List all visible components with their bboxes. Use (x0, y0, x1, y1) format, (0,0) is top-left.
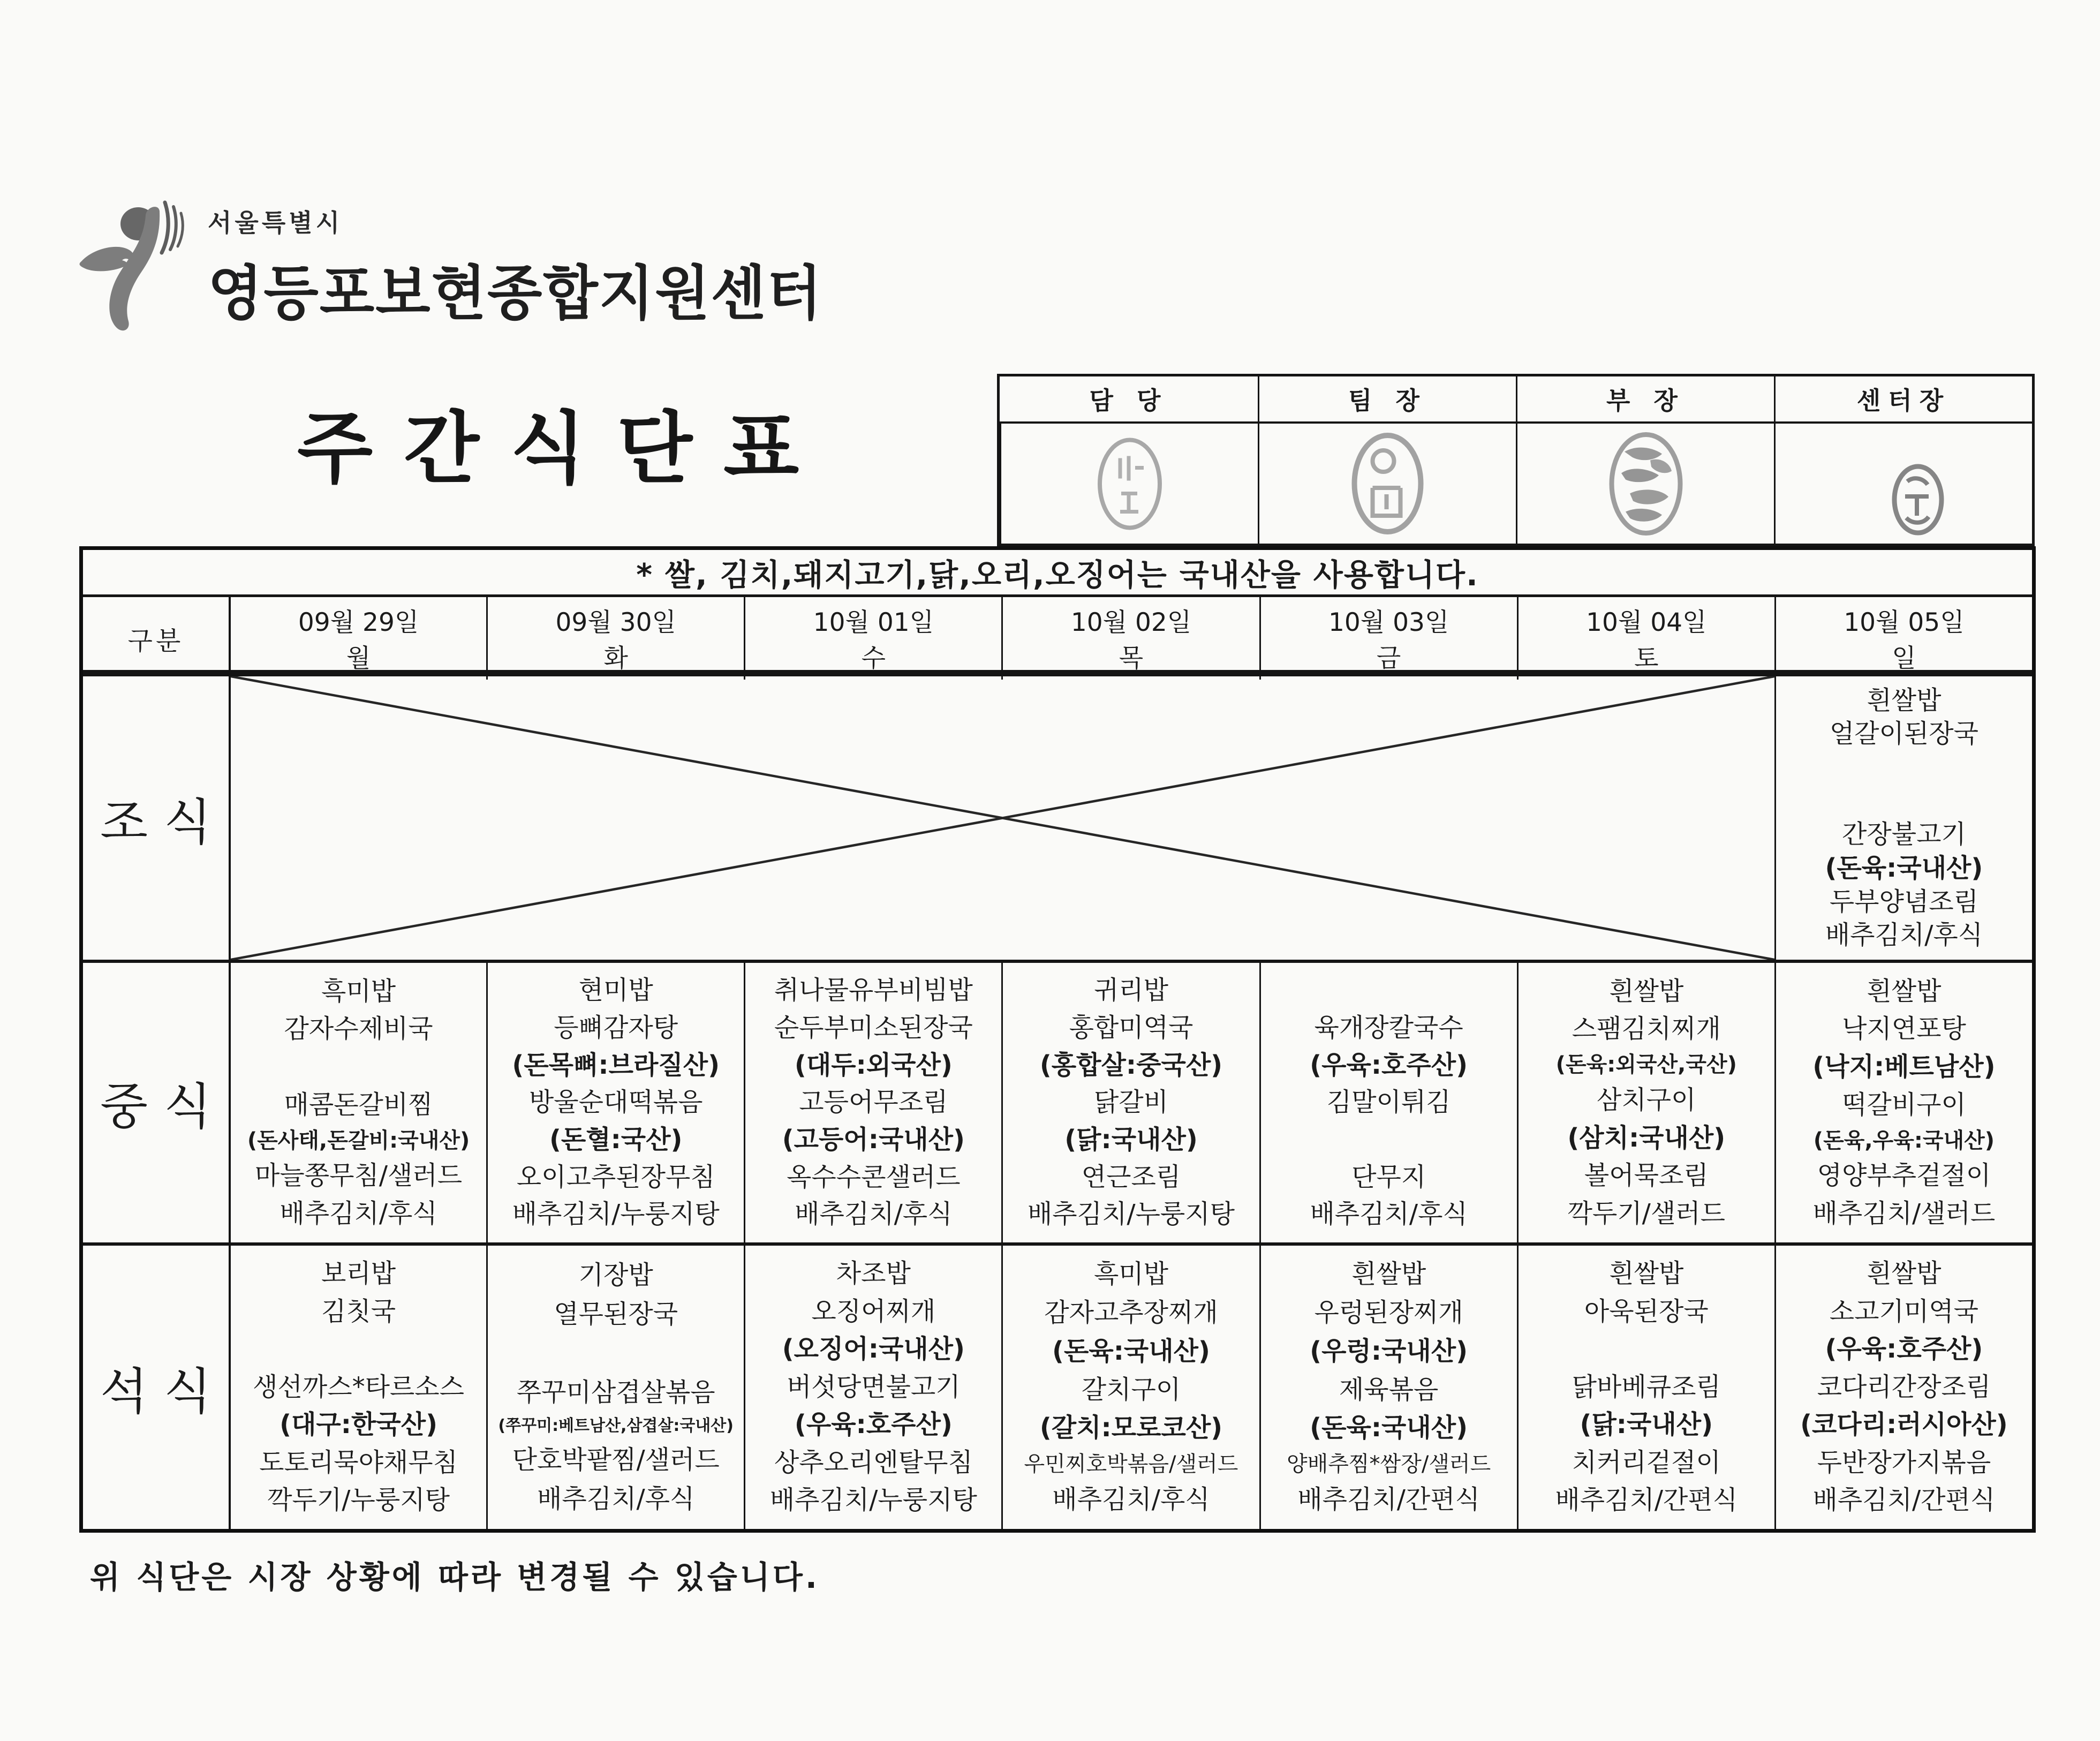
menu-cell (1774, 963, 2032, 1242)
menu-line (354, 1052, 362, 1082)
day-header (1517, 597, 1774, 680)
menu-line: 우렁된장찌개 (1314, 1298, 1463, 1328)
menu-line: 영양부추겉절이 (1817, 1160, 1991, 1191)
menu-line: (돈육:국내산) (1052, 1336, 1210, 1366)
stamp-bujang-icon (1606, 429, 1686, 539)
menu-line: 연근조림 (1081, 1162, 1181, 1192)
menu-line: 방울순대떡볶음 (528, 1087, 703, 1118)
menu-line: 흰쌀밥 (1609, 1258, 1684, 1289)
menu-line: 흰쌀밥 (1609, 976, 1684, 1006)
menu-line: 오징어찌개 (811, 1296, 936, 1327)
menu-line: 흰쌀밥 (1867, 685, 1942, 715)
menu-line: (돈육,우육:국내산) (1813, 1128, 1995, 1153)
menu-line: 갈치구이 (1081, 1374, 1181, 1405)
menu-line: 상추오리엔탈무침 (774, 1447, 973, 1478)
logo-org-name: 영등포보현종합지원센터 (208, 259, 823, 328)
row-label-dinner: 석식 (100, 1362, 228, 1420)
breakfast-crossed-cell (229, 676, 1774, 960)
menu-line: 보리밥 (321, 1258, 396, 1289)
menu-line: (대구:한국산) (280, 1410, 438, 1440)
menu-cell (229, 963, 486, 1242)
menu-line: (닭:국내산) (1064, 1125, 1198, 1155)
menu-line (1385, 976, 1393, 1005)
table-header-row (83, 597, 2032, 673)
menu-line: 두반장가지볶음 (1817, 1447, 1991, 1478)
approval-stamp-cell (1774, 424, 2032, 544)
menu-line: (우렁:국내산) (1310, 1336, 1468, 1366)
day-date: 10월 04일 (1586, 608, 1707, 637)
menu-line: 배추김치/후식 (1052, 1484, 1210, 1515)
menu-line: (갈치:모로코산) (1039, 1413, 1223, 1443)
menu-line: (삼치:국내산) (1567, 1122, 1726, 1153)
org-logo (75, 193, 822, 353)
menu-line: (고등어:국내산) (782, 1125, 965, 1155)
day-header (1259, 597, 1517, 680)
menu-line: 배추김치/누룽지탕 (512, 1199, 720, 1230)
day-date: 10월 05일 (1844, 608, 1965, 637)
day-of-week: 월 (346, 644, 371, 673)
menu-line: 등뼈감자탕 (554, 1013, 678, 1043)
menu-line: 흑미밥 (321, 976, 396, 1006)
menu-line: 옥수수콘샐러드 (787, 1162, 961, 1192)
crossed-out-x-icon (231, 676, 1774, 960)
menu-line: 열무된장국 (554, 1299, 678, 1330)
menu-line: 김말이튀김 (1326, 1087, 1451, 1118)
menu-cell (1517, 1246, 1774, 1529)
breakfast-row (83, 673, 2032, 960)
menu-cell (1517, 963, 1774, 1242)
menu-line: (우육:호주산) (1310, 1050, 1468, 1080)
menu-cell (1001, 963, 1259, 1242)
menu-line: (돈혈:국산) (549, 1125, 683, 1155)
menu-line: (돈사태,돈갈비:국내산) (247, 1128, 470, 1153)
page-title: 주간식단표 (297, 403, 830, 494)
menu-line: 삼치구이 (1597, 1084, 1696, 1115)
menu-line: 차조밥 (836, 1258, 911, 1289)
menu-line: 기장밥 (578, 1260, 653, 1290)
approval-table (997, 374, 2035, 546)
day-date: 10월 01일 (813, 608, 934, 637)
approval-col-teamjang: 팀 장 (1258, 376, 1516, 424)
menu-line: 배추김치/샐러드 (1812, 1199, 1996, 1229)
menu-line: 치커리겉절이 (1572, 1447, 1721, 1478)
lunch-row (83, 960, 2032, 1242)
day-of-week: 금 (1376, 644, 1401, 673)
menu-line: 우민찌호박볶음/샐러드 (1024, 1451, 1238, 1476)
menu-line: 아욱된장국 (1584, 1296, 1709, 1327)
menu-cell (1774, 676, 2032, 960)
menu-line: 홍합미역국 (1069, 1013, 1193, 1043)
stamp-teamjang-icon (1349, 430, 1426, 537)
logo-city-label: 서울특별시 (208, 208, 343, 237)
menu-line: 스팸김치찌개 (1572, 1014, 1721, 1044)
menu-cell (486, 963, 744, 1242)
menu-cell (1001, 1246, 1259, 1529)
menu-line (354, 1335, 362, 1364)
menu-line: (닭:국내산) (1580, 1410, 1713, 1440)
day-date: 10월 03일 (1328, 608, 1449, 637)
menu-line: 흰쌀밥 (1351, 1259, 1426, 1290)
menu-cell (486, 1246, 744, 1529)
day-header (744, 597, 1001, 680)
day-header (486, 597, 744, 680)
menu-line: 도토리묵야채무침 (259, 1447, 458, 1478)
approval-col-damdang: 담 당 (1000, 376, 1258, 424)
corner-header: 구분 (127, 625, 184, 656)
menu-line: 감자고추장찌개 (1044, 1298, 1218, 1328)
menu-line: 양배추찜*쌈장/샐러드 (1287, 1451, 1491, 1476)
menu-line: 흰쌀밥 (1867, 976, 1942, 1006)
menu-cell (744, 1246, 1001, 1529)
stamp-centerjang-icon (1889, 459, 1947, 540)
menu-line: 소고기미역국 (1829, 1296, 1979, 1327)
weekly-menu-table (79, 546, 2036, 1533)
menu-line: 볼어묵조림 (1584, 1160, 1709, 1191)
menu-line: 생선까스*타르소스 (253, 1371, 465, 1402)
day-header (229, 597, 486, 680)
menu-line: 매콤돈갈비찜 (284, 1090, 433, 1120)
menu-line: (우육:호주산) (794, 1410, 953, 1440)
menu-line: 귀리밥 (1093, 975, 1169, 1006)
dinner-row (83, 1242, 2032, 1529)
menu-line: (코다리:러시아산) (1800, 1410, 2008, 1440)
day-of-week: 화 (603, 644, 628, 673)
menu-line: 깍두기/누룽지탕 (267, 1485, 450, 1516)
menu-line: (낙지:베트남산) (1812, 1052, 1996, 1082)
menu-line: 흑미밥 (1093, 1259, 1169, 1290)
menu-line: (쭈꾸미:베트남산,삼겹살:국내산) (498, 1416, 734, 1436)
menu-line: 배추김치/간편식 (1555, 1485, 1738, 1516)
menu-line: (우육:호주산) (1825, 1334, 1983, 1365)
menu-line: 배추김치/후식 (280, 1199, 437, 1229)
approval-stamp-cell (1000, 424, 1258, 544)
menu-line: 두부양념조림 (1829, 886, 1979, 917)
approval-col-bujang: 부 장 (1516, 376, 1774, 424)
menu-line: 감자수제비국 (284, 1014, 433, 1044)
menu-line (1900, 753, 1908, 782)
menu-line: 김칫국 (321, 1296, 396, 1327)
menu-line: 흰쌀밥 (1867, 1258, 1942, 1289)
menu-line: 취나물유부비빔밥 (774, 975, 973, 1006)
menu-line: 낙지연포탕 (1841, 1014, 1966, 1044)
menu-line: 고등어무조림 (799, 1087, 948, 1118)
menu-line: (대두:외국산) (794, 1050, 953, 1080)
menu-line: 떡갈비구이 (1841, 1090, 1966, 1120)
menu-line: 코다리간장조림 (1817, 1371, 1991, 1402)
day-of-week: 목 (1119, 644, 1144, 673)
menu-line: 배추김치/후식 (537, 1483, 695, 1514)
menu-cell (744, 963, 1001, 1242)
day-date: 09월 30일 (555, 608, 676, 637)
menu-line: (홍합살:중국산) (1039, 1050, 1223, 1080)
day-header (1774, 597, 2032, 680)
menu-cell (229, 1246, 486, 1529)
change-disclaimer: 위 식단은 시장 상황에 따라 변경될 수 있습니다. (90, 1559, 820, 1595)
menu-line (612, 1339, 620, 1368)
approval-stamp-cell (1258, 424, 1516, 544)
menu-line: (돈목뼈:브라질산) (512, 1050, 720, 1080)
menu-line: 배추김치/후식 (1825, 920, 1983, 951)
row-label-lunch: 중식 (100, 1078, 228, 1135)
person-logo-icon (75, 193, 198, 353)
menu-line: 마늘쫑무침/샐러드 (255, 1160, 463, 1191)
day-date: 09월 29일 (298, 608, 419, 637)
day-header (1001, 597, 1259, 680)
menu-line: (돈육:국내산) (1310, 1413, 1468, 1443)
menu-line: 닭갈비 (1093, 1087, 1169, 1118)
menu-line: (돈육:국내산) (1825, 853, 1983, 883)
day-date: 10월 02일 (1070, 608, 1192, 637)
menu-line (1385, 1125, 1393, 1155)
menu-line: 간장불고기 (1842, 819, 1966, 850)
menu-line: 단무지 (1351, 1162, 1426, 1192)
menu-line (1900, 787, 1908, 816)
menu-line: 배추김치/간편식 (1297, 1484, 1480, 1515)
menu-line: 얼갈이된장국 (1829, 719, 1979, 749)
menu-cell (1259, 1246, 1517, 1529)
menu-line: 배추김치/후식 (1310, 1199, 1468, 1230)
approval-col-centerjang: 센터장 (1774, 376, 2032, 424)
menu-line: (돈육:외국산,국산) (1555, 1052, 1737, 1077)
menu-line: (오징어:국내산) (782, 1334, 965, 1365)
day-of-week: 일 (1892, 644, 1916, 673)
menu-line: 배추김치/누룽지탕 (769, 1485, 977, 1516)
menu-line: 깍두기/샐러드 (1567, 1199, 1725, 1229)
menu-line: 닭바베큐조림 (1572, 1371, 1721, 1402)
menu-line: 현미밥 (578, 975, 653, 1006)
menu-line (1642, 1335, 1650, 1364)
day-of-week: 수 (861, 644, 886, 673)
day-of-week: 토 (1634, 644, 1659, 673)
menu-line: 제육볶음 (1339, 1374, 1439, 1405)
menu-line: 버섯당면불고기 (787, 1371, 961, 1402)
menu-line: 배추김치/후식 (795, 1199, 953, 1230)
menu-line: 배추김치/간편식 (1812, 1485, 1996, 1516)
menu-cell (1774, 1246, 2032, 1529)
row-label-breakfast: 조식 (100, 793, 228, 851)
menu-line: 육개장칼국수 (1314, 1013, 1463, 1043)
menu-line: 단호박팥찜/샐러드 (512, 1444, 720, 1475)
menu-cell (1259, 963, 1517, 1242)
menu-line: 쭈꾸미삼겹살볶음 (516, 1377, 715, 1408)
stamp-damdang-icon (1095, 434, 1165, 533)
menu-line: 오이고추된장무침 (516, 1162, 715, 1192)
origin-notice: * 쌀, 김치,돼지고기,닭,오리,오징어는 국내산을 사용합니다. (83, 550, 2032, 597)
menu-line: 순두부미소된장국 (774, 1013, 973, 1043)
menu-line: 배추김치/누룽지탕 (1027, 1199, 1235, 1230)
approval-stamp-cell (1516, 424, 1774, 544)
